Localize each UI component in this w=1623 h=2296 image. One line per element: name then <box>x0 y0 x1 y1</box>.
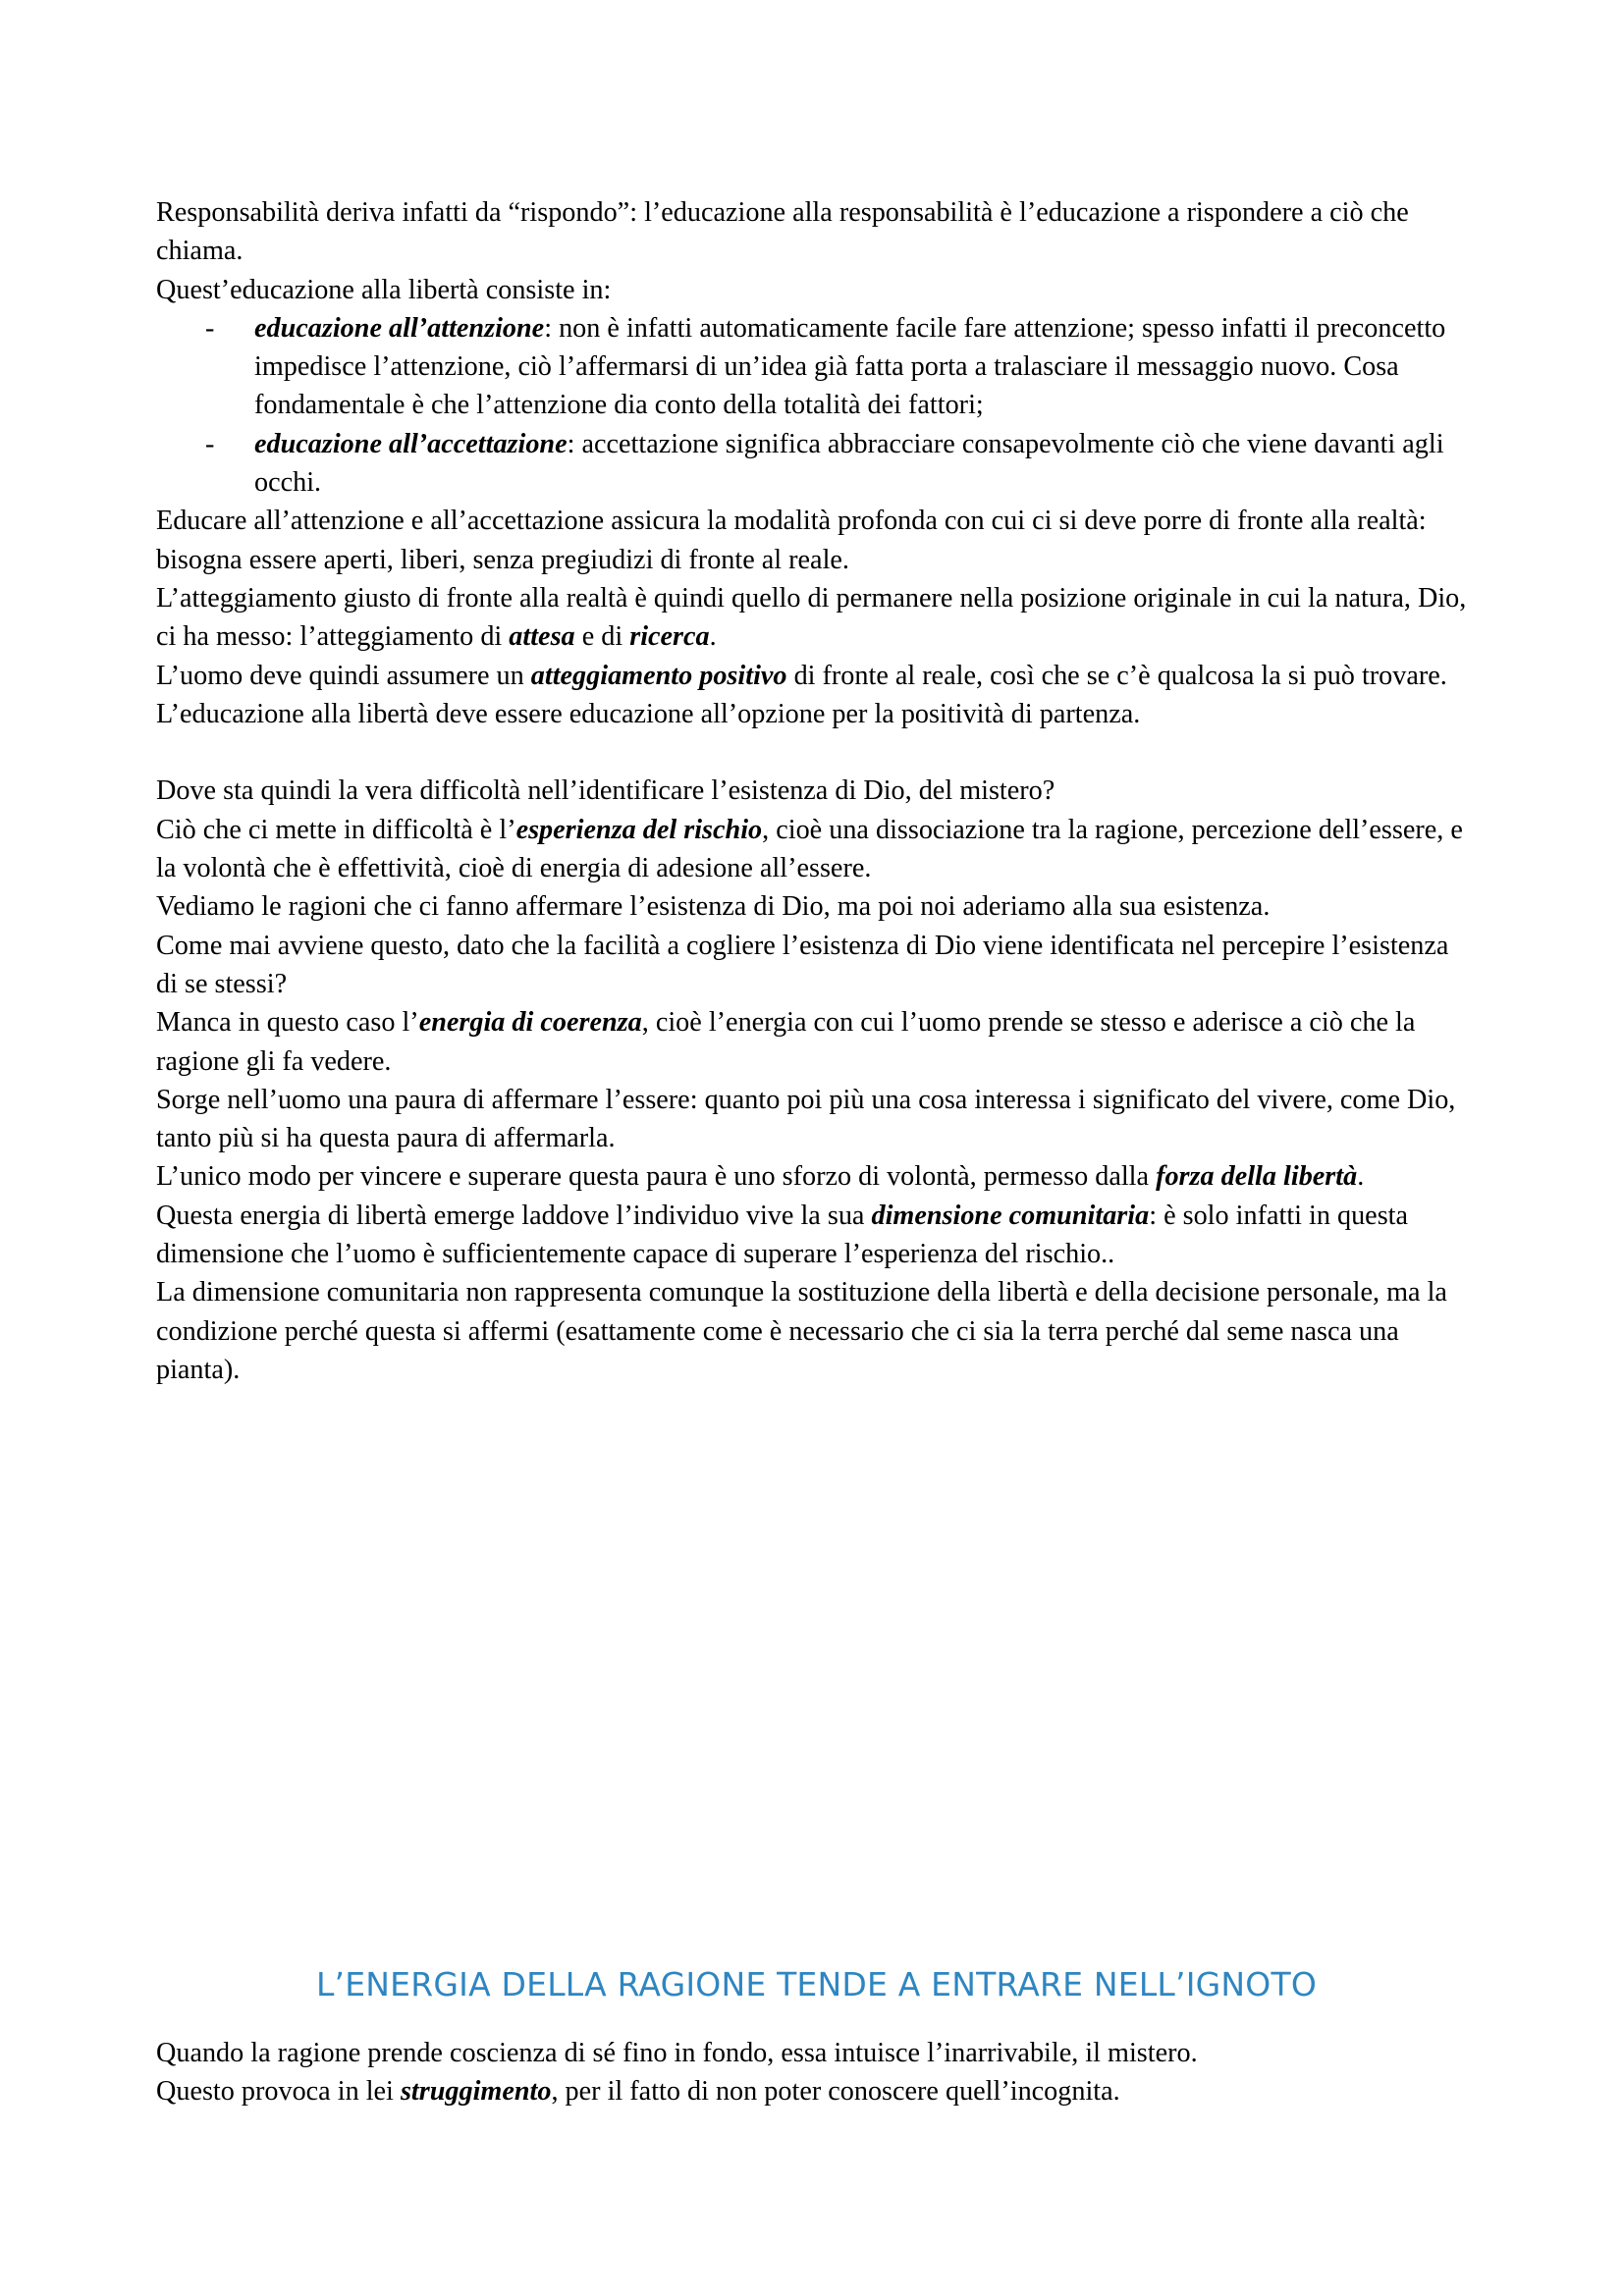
text-run: di fronte al reale, così che se c’è qualcosa la si può trovare. <box>786 660 1447 691</box>
text-run: . <box>709 621 717 653</box>
text-run: L’atteggiamento giusto di fronte alla realtà è quindi quello di permanere nella posizione originale in cui la natura, Dio, ci ha messo: l’atteggiamento di <box>156 582 1467 653</box>
list-item-text <box>254 425 1477 503</box>
text-run: , per il fatto di non poter conoscere quell’incognita. <box>551 2076 1120 2108</box>
paragraph <box>156 657 1477 695</box>
paragraph: Responsabilità deriva infatti da “rispondo”: l’educazione alla responsabilità è l’educazione a rispondere a ciò che chiama. <box>156 197 1409 267</box>
paragraph: La dimensione comunitaria non rappresenta comunque la sostituzione della libertà e della decisione personale, ma la condizione perché questa si affermi (esattamente come è necessario che ci sia la terra perché dal seme nasca una pianta). <box>156 1277 1447 1385</box>
emphasis: ricerca <box>629 621 710 653</box>
text-run: L’unico modo per vincere e superare questa paura è uno sforzo di volontà, permesso dalla <box>156 1161 1157 1193</box>
text-run: Ciò che ci mette in difficoltà è l’ <box>156 814 516 845</box>
paragraph: Dove sta quindi la vera difficoltà nell’identificare l’esistenza di Dio, del mistero? <box>156 775 1055 807</box>
paragraph <box>156 1157 1477 1196</box>
paragraph: Come mai avviene questo, dato che la facilità a cogliere l’esistenza di Dio viene identificata nel percepire l’esistenza di se stessi? <box>156 930 1449 999</box>
text-run: , cioè una dissociazione tra la ragione, percezione dell’essere, e la volontà che è effettività, cioè di energia di adesione all’essere. <box>156 814 1463 884</box>
paragraph <box>156 2072 1477 2110</box>
paragraph: Vediamo le ragioni che ci fanno affermare l’esistenza di Dio, ma poi noi aderiamo alla sua esistenza. <box>156 891 1271 923</box>
paragraph: Quando la ragione prende coscienza di sé fino in fondo, essa intuisce l’inarrivabile, il mistero. <box>156 2038 1198 2068</box>
text-run: Manca in questo caso l’ <box>156 1007 419 1039</box>
section-heading: L’ENERGIA DELLA RAGIONE TENDE A ENTRARE NELL’IGNOTO <box>315 1965 1318 2003</box>
list-item-text <box>254 309 1477 425</box>
main-text <box>156 193 1477 1389</box>
section-text <box>156 2034 1477 2111</box>
paragraph: Sorge nell’uomo una paura di affermare l’essere: quanto poi più una cosa interessa i significato del vivere, come Dio, tanto più si ha questa paura di affermarla. <box>156 1084 1456 1154</box>
text-run: Questo provoca in lei <box>156 2076 401 2108</box>
list-term: educazione all’accettazione <box>254 428 568 459</box>
paragraph <box>156 579 1477 657</box>
text-run: e di <box>574 621 630 653</box>
list-item <box>156 309 1477 425</box>
paragraph: Educare all’attenzione e all’accettazione assicura la modalità profonda con cui ci si deve porre di fronte alla realtà: bisogna essere aperti, liberi, senza pregiudizi di fronte al reale. <box>156 506 1427 575</box>
list-dash: - <box>205 312 215 344</box>
paragraph: Quest’educazione alla libertà consiste in: <box>156 274 612 305</box>
emphasis: struggimento <box>400 2076 552 2108</box>
paragraph: L’educazione alla libertà deve essere educazione all’opzione per la positività di partenza. <box>156 698 1141 729</box>
emphasis: energia di coerenza <box>418 1007 642 1039</box>
emphasis: attesa <box>509 621 575 653</box>
emphasis: atteggiamento positivo <box>530 660 787 691</box>
text-run: L’uomo deve quindi assumere un <box>156 660 531 691</box>
text-run: , cioè l’energia con cui l’uomo prende se stesso e aderisce a ciò che la ragione gli fa vedere. <box>156 1007 1416 1077</box>
text-run: . <box>1357 1161 1365 1193</box>
paragraph <box>156 811 1477 888</box>
list-term: educazione all’attenzione <box>254 312 545 344</box>
emphasis: dimensione comunitaria <box>871 1200 1150 1231</box>
text-run: Questa energia di libertà emerge laddove l’individuo vive la sua <box>156 1200 872 1231</box>
list-item <box>156 425 1477 503</box>
list-text: : accettazione significa abbracciare consapevolmente ciò che viene davanti agli occhi. <box>254 428 1444 499</box>
text-run: : è solo infatti in questa dimensione che l’uomo è sufficientemente capace di superare l’esperienza del rischio.. <box>156 1200 1409 1270</box>
paragraph <box>156 1197 1477 1274</box>
list-text: : non è infatti automaticamente facile fare attenzione; spesso infatti il preconcetto impedisce l’attenzione, ciò l’affermarsi di un’idea già fatta porta a tralasciare il messaggio nuovo. Cosa fondamentale è che l’attenzione dia conto della totalità dei fattori; <box>254 312 1446 421</box>
paragraph <box>156 1003 1477 1081</box>
emphasis: forza della libertà <box>1156 1161 1358 1193</box>
paragraph-gap <box>156 733 1477 772</box>
list-dash: - <box>205 428 215 459</box>
emphasis: esperienza del rischio <box>515 814 763 845</box>
